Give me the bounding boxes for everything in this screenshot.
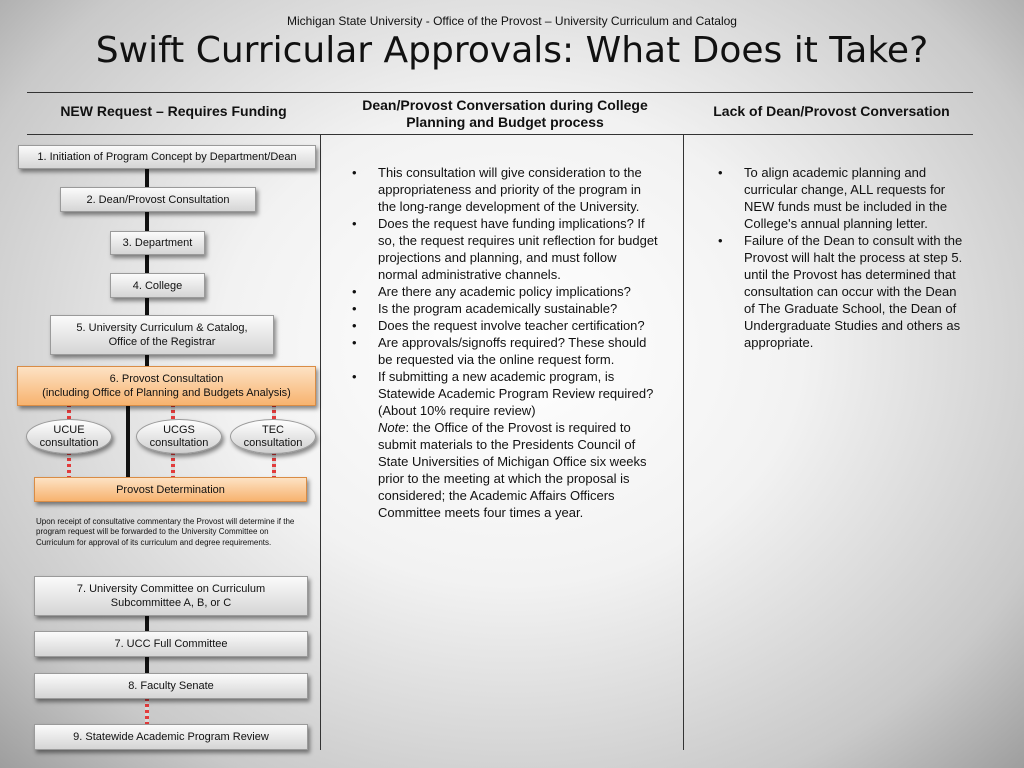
- ucgs-label: [150, 424, 209, 450]
- step-8-label: 8. Faculty Senate: [128, 680, 214, 692]
- step-7-ucc-subcommittee: [34, 576, 308, 616]
- middle-bullet-7-note: [378, 419, 658, 521]
- ucgs-label-line2: consultation: [149, 436, 209, 449]
- right-bullet-list: [718, 164, 968, 351]
- note-text: : the Office of the Provost is required to submit materials to the Presidents Council of State Universities of Michigan Office six weeks prior to the meeting at which the proposal is considered; the Academic Affairs Officers Committee meets four times a year.: [378, 420, 647, 520]
- table-header-rule: [27, 134, 973, 135]
- step-9-label: 9. Statewide Academic Program Review: [73, 731, 269, 743]
- step-5-label: [76, 321, 247, 349]
- connector-7a-7b: [145, 614, 149, 632]
- page-title: Swift Curricular Approvals: What Does it Take?: [95, 30, 929, 71]
- connector-6-determination: [126, 404, 130, 478]
- note-label: Note: [378, 420, 406, 435]
- middle-bullet-5: • Does the request involve teacher certification?: [352, 317, 658, 334]
- dashed-connector-tec-bottom: [272, 452, 276, 478]
- step-4-college: [110, 273, 205, 298]
- ucgs-consultation-oval: [136, 419, 222, 454]
- step-5-label-line1: 5. University Curriculum & Catalog,: [76, 322, 248, 334]
- step-3-department: [110, 231, 205, 255]
- determination-note: Upon receipt of consultative commentary the Provost will determine if the program request will be forwarded to the University Committee on Curriculum for approval of its curriculum and degree requirements.: [36, 517, 295, 547]
- step-1-initiation: [18, 145, 316, 169]
- dashed-connector-ucgs-bottom: [171, 452, 175, 478]
- middle-bullet-3: • Are there any academic policy implications?: [352, 283, 658, 300]
- step-7-ucc-full-committee: [34, 631, 308, 657]
- step-6-label: [42, 372, 291, 400]
- step-8-faculty-senate: [34, 673, 308, 699]
- step-7a-label-line2: Subcommittee A, B, or C: [110, 597, 232, 609]
- supertitle: Michigan State University - Office of the Provost – University Curriculum and Catalog: [287, 14, 737, 28]
- middle-bullet-7: [352, 368, 658, 521]
- tec-label: [244, 424, 303, 450]
- right-bullet-1: • To align academic planning and curricular change, ALL requests for NEW funds must be included in the College's annual planning letter.: [718, 164, 968, 232]
- step-6-label-line2: (including Office of Planning and Budgets Analysis): [42, 387, 291, 399]
- step-7a-label: [77, 582, 265, 610]
- step-1-label: 1. Initiation of Program Concept by Department/Dean: [37, 151, 297, 163]
- ucue-label-line2: consultation: [39, 436, 99, 449]
- step-9-statewide-review: [34, 724, 308, 750]
- connector-2-3: [145, 210, 149, 233]
- step-6-label-line1: 6. Provost Consultation: [109, 373, 224, 385]
- dashed-connector-tec-top: [272, 404, 276, 420]
- ucue-consultation-oval: [26, 419, 112, 454]
- middle-bullet-7-text: If submitting a new academic program, is Statewide Academic Program Review required? (About 10% require review): [378, 369, 654, 418]
- provost-determination: [34, 477, 307, 502]
- ucgs-label-line1: UCGS: [163, 423, 195, 436]
- dashed-connector-ucgs-top: [171, 404, 175, 420]
- step-5-label-line2: Office of the Registrar: [108, 336, 216, 348]
- step-7b-label: 7. UCC Full Committee: [114, 638, 228, 650]
- middle-bullet-2: • Does the request have funding implications? If so, the request requires unit reflection for budget projections and planning, and must follow normal administrative channels.: [352, 215, 658, 283]
- middle-bullet-4: • Is the program academically sustainable?: [352, 300, 658, 317]
- tec-label-line1: TEC: [262, 423, 284, 436]
- tec-consultation-oval: [230, 419, 316, 454]
- step-4-label: 4. College: [132, 279, 183, 292]
- dashed-connector-8-9: [145, 698, 149, 725]
- step-5-registrar: [50, 315, 274, 355]
- step-2-consultation: [60, 187, 256, 212]
- step-2-label: 2. Dean/Provost Consultation: [86, 193, 230, 206]
- tec-label-line2: consultation: [243, 436, 303, 449]
- column-header-right: Lack of Dean/Provost Conversation: [713, 103, 950, 119]
- middle-bullet-6: • Are approvals/signoffs required? These should be requested via the online request form.: [352, 334, 658, 368]
- ucue-label-line1: UCUE: [53, 423, 85, 436]
- right-bullet-2: • Failure of the Dean to consult with the Provost will halt the process at step 5. until the Provost has determined that consultation can occur with the Dean of The Graduate School, the Dean of Undergraduate Studies and others as appropriate.: [718, 232, 968, 351]
- column-header-left: NEW Request – Requires Funding: [60, 103, 287, 119]
- column-divider-right: [683, 135, 684, 750]
- dashed-connector-ucue-bottom: [67, 452, 71, 478]
- connector-7b-8: [145, 656, 149, 674]
- provost-determination-label: Provost Determination: [116, 483, 225, 496]
- column-header-middle: Dean/Provost Conversation during College Planning and Budget process: [362, 97, 648, 130]
- table-top-rule: [27, 92, 973, 93]
- middle-bullet-list: [352, 164, 658, 521]
- ucue-label: [40, 424, 99, 450]
- step-3-label: 3. Department: [122, 237, 193, 249]
- step-6-provost-consultation: [17, 366, 316, 406]
- dashed-connector-ucue-top: [67, 404, 71, 420]
- step-7a-label-line1: 7. University Committee on Curriculum: [76, 583, 266, 595]
- column-divider-left: [320, 135, 321, 750]
- middle-bullet-1: • This consultation will give consideration to the appropriateness and priority of the program in the long-range development of the University.: [352, 164, 658, 215]
